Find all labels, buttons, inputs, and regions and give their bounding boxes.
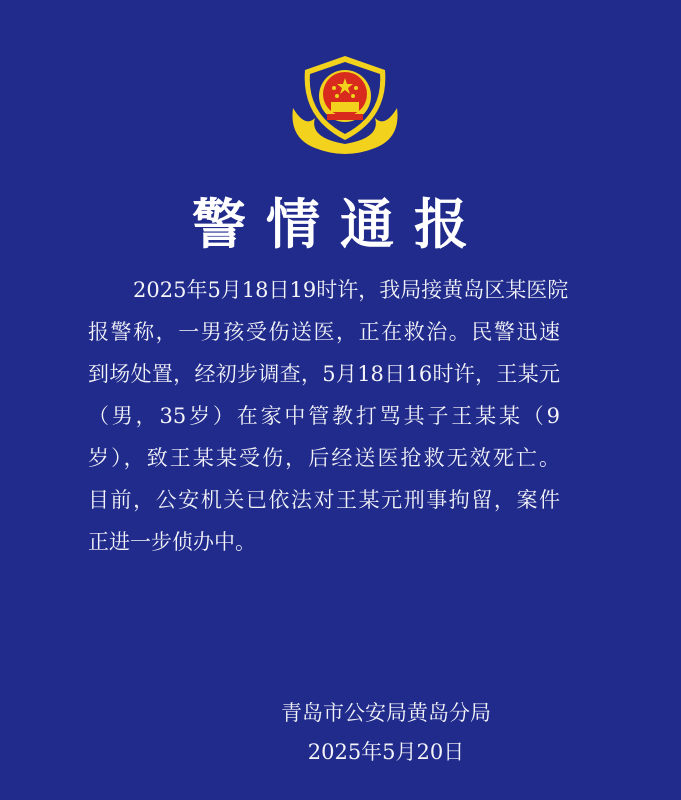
body-line: （男，35岁）在家中管教打骂其子王某某（9 <box>88 404 560 428</box>
page-title: 警情通报 <box>192 193 488 256</box>
body-line: 2025年5月18日19时许，我局接黄岛区某医院 <box>133 278 569 302</box>
issue-date: 2025年5月20日 <box>307 740 465 764</box>
body-line: 正进一步侦办中。 <box>88 530 256 554</box>
police-emblem-icon <box>285 48 405 160</box>
issuer: 青岛市公安局黄岛分局 <box>281 701 491 725</box>
body-line: 岁），致王某某受伤，后经送医抢救无效死亡。 <box>88 446 560 470</box>
body-line: 目前，公安机关已依法对王某元刑事拘留，案件 <box>88 488 560 512</box>
body-line: 报警称，一男孩受伤送医，正在救治。民警迅速 <box>88 320 560 344</box>
body-line: 到场处置，经初步调查，5月18日16时许，王某元 <box>88 362 560 386</box>
